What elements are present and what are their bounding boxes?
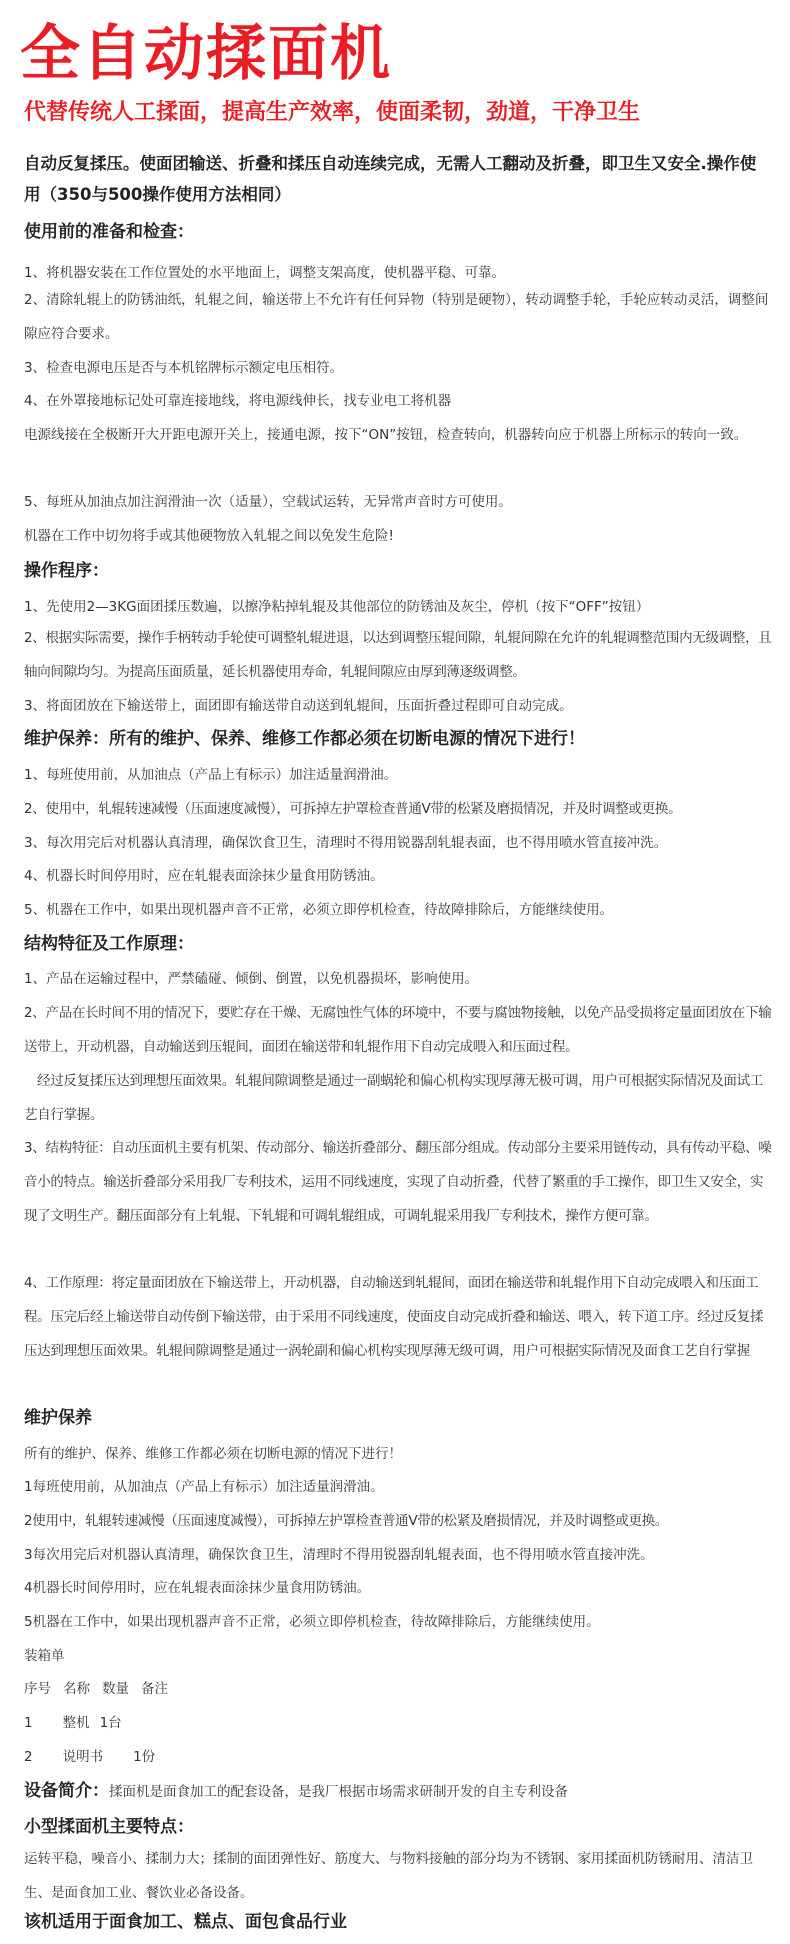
structure-item-3: 3、结构特征：自动压面机主要有机架、传动部分、输送折叠部分、翻压部分组成。传动部分主要采用链传动，具有传动平稳、噪音小的特点。输送折叠部分采用我厂专利技术，运用不同线速度，实现了自动折叠，代替了繁重的手工操作，即卫生又安全，实现了文明生产。翻压面部分有上轧辊、下轧辊和可调轧辊组成，可调轧辊采用我厂专利技术，操作方便可靠。: [24, 1140, 772, 1224]
packing-row-qty: 1台: [99, 1715, 122, 1731]
prep-item-1: 1、将机器安装在工作位置处的水平地面上，调整支架高度，使机器平稳、可靠。: [24, 265, 506, 281]
packing-col-name: 名称: [63, 1681, 90, 1697]
page-title: 全自动揉面机: [20, 19, 392, 89]
prep-item-5: 5、每班从加油点加注润滑油一次（适量），空载试运转，无异常声音时方可使用。: [24, 494, 512, 510]
structure-item-1: 1、产品在运输过程中，严禁磕碰、倾倒、倒置，以免机器损坏，影响使用。: [24, 971, 479, 987]
structure-item-2-continued: 经过反复揉压达到理想压面效果。轧辊间隙调整是通过一副蜗轮和偏心机构实现厚薄无极可调，用户可根据实际情况及面试工艺自行掌握。: [24, 1073, 763, 1123]
device-intro: [24, 1774, 776, 1809]
device-intro-text: 揉面机是面食加工的配套设备，是我厂根据市场需求研制开发的自主专利设备: [109, 1784, 568, 1800]
prep-item-4-continued: 电源线接在全极断开大开距电源开关上，接通电源，按下“ON”按钮，检查转向，机器转向应于机器上所标示的转向一致。: [24, 427, 748, 443]
maint-item-5: 5、机器在工作中，如果出现机器声音不正常，必须立即停机检查，待故障排除后，方能继续使用。: [24, 902, 614, 918]
maint-heading: 维护保养：所有的维护、保养、维修工作都必须在切断电源的情况下进行！: [24, 729, 585, 749]
structure-item-4: 4、工作原理：将定量面团放在下输送带上，开动机器，自动输送到轧辊间，面团在输送带和轧辊作用下自动完成喂入和压面工程。压完后经上输送带自动传倒下输送带，由于采用不同线速度，使面皮自动完成折叠和输送、喂入，转下道工序。经过反复揉压达到理想压面效果。轧辊间隙调整是通过一涡轮副和偏心机构实现厚薄无级可调，用户可根据实际情况及面食工艺自行掌握: [24, 1275, 764, 1359]
ops-item-2: 2、根据实际需要，操作手柄转动手轮使可调整轧辊进退，以达到调整压辊间隙，轧辊间隙在允许的轧辊调整范围内无级调整，且轴向间隙均匀。为提高压面质量，延长机器使用寿命，轧辊间隙应由厚到薄逐级调整。: [24, 630, 772, 680]
prep-item-4: 4、在外罩接地标记处可靠连接地线，将电源线伸长，找专业电工将机器: [24, 393, 452, 409]
prep-heading: 使用前的准备和检查：: [24, 222, 194, 242]
packing-col-qty: 数量: [102, 1681, 129, 1697]
packing-row-no: 1: [24, 1715, 33, 1731]
ops-item-1: 1、先使用2—3KG面团揉压数遍，以擦净粘掉轧辊及其他部位的防锈油及灰尘，停机（按下“OFF”按钮）: [24, 599, 650, 615]
packing-col-no: 序号: [24, 1681, 51, 1697]
packing-row-name: 说明书: [62, 1749, 104, 1765]
features-heading: 小型揉面机主要特点：: [24, 1817, 194, 1837]
maint2-item-3: 3每次用完后对机器认真清理，确保饮食卫生，清理时不得用锐器刮轧辊表面，也不得用喷水管直接冲洗。: [24, 1547, 654, 1563]
device-intro-label: 设备简介：: [24, 1781, 109, 1801]
prep-item-3: 3、检查电源电压是否与本机铭牌标示额定电压相符。: [24, 360, 344, 376]
maint2-item-4: 4机器长时间停用时，应在轧辊表面涂抹少量食用防锈油。: [24, 1580, 371, 1596]
prep-warning: 机器在工作中切勿将手或其他硬物放入轧辊之间以免发生危险!: [24, 528, 394, 544]
maint2-intro: 所有的维护、保养、维修工作都必须在切断电源的情况下进行！: [24, 1446, 402, 1462]
packing-header: [24, 1672, 776, 1706]
maint-item-2: 2、使用中，轧辊转速减慢（压面速度减慢），可拆掉左护罩检查普通V带的松紧及磨损情况，并及时调整或更换。: [24, 801, 682, 817]
maint2-item-5: 5机器在工作中，如果出现机器声音不正常，必须立即停机检查，待故障排除后，方能继续使用。: [24, 1614, 600, 1630]
maint2-item-2: 2使用中，轧辊转速减慢（压面速度减慢），可拆掉左护罩检查普通V带的松紧及磨损情况，并及时调整或更换。: [24, 1513, 669, 1529]
maint2-item-1: 1每班使用前，从加油点（产品上有标示）加注适量润滑油。: [24, 1479, 384, 1495]
footer-heading: 该机适用于面食加工、糕点、面包食品行业: [24, 1912, 347, 1932]
maint-item-1: 1、每班使用前，从加油点（产品上有标示）加注适量润滑油。: [24, 767, 398, 783]
maint2-heading: 维护保养: [24, 1408, 92, 1428]
structure-heading: 结构特征及工作原理：: [24, 934, 194, 954]
packing-row: [24, 1706, 776, 1740]
maint-item-3: 3、每次用完后对机器认真清理，确保饮食卫生，清理时不得用锐器刮轧辊表面，也不得用喷水管直接冲洗。: [24, 835, 668, 851]
structure-item-2: 2、产品在长时间不用的情况下，要贮存在干燥、无腐蚀性气体的环境中，不要与腐蚀物接触，以免产品受损将定量面团放在下输送带上，开动机器，自动输送到压辊间，面团在输送带和轧辊作用下自动完成喂入和压面过程。: [24, 1005, 772, 1055]
packing-row: [24, 1740, 776, 1774]
packing-row-name: 整机: [62, 1715, 90, 1731]
features-text: 运转平稳，噪音小、揉制力大；揉制的面团弹性好、筋度大、与物料接触的部分均为不锈钢、家用揉面机防锈耐用、清洁卫生、是面食加工业、餐饮业必备设备。: [24, 1851, 753, 1901]
ops-item-3: 3、将面团放在下输送带上，面团即有输送带自动送到轧辊间，压面折叠过程即可自动完成。: [24, 698, 573, 714]
intro-paragraph: 自动反复揉压。使面团输送、折叠和揉压自动连续完成，无需人工翻动及折叠，即卫生又安全.操作使用（350与500操作使用方法相同）: [24, 154, 757, 204]
page-subtitle: 代替传统人工揉面，提高生产效率，使面柔韧，劲道，干净卫生: [24, 100, 641, 125]
packing-col-note: 备注: [141, 1681, 168, 1697]
prep-item-2: 2、清除轧辊上的防锈油纸，轧辊之间，输送带上不允许有任何异物（特别是硬物），转动调整手轮，手轮应转动灵活，调整间隙应符合要求。: [24, 292, 769, 342]
ops-heading: 操作程序：: [24, 561, 109, 581]
packing-title: 装箱单: [24, 1648, 65, 1664]
packing-row-no: 2: [24, 1749, 33, 1765]
packing-row-qty: 1份: [133, 1749, 156, 1765]
maint-item-4: 4、机器长时间停用时，应在轧辊表面涂抹少量食用防锈油。: [24, 868, 384, 884]
